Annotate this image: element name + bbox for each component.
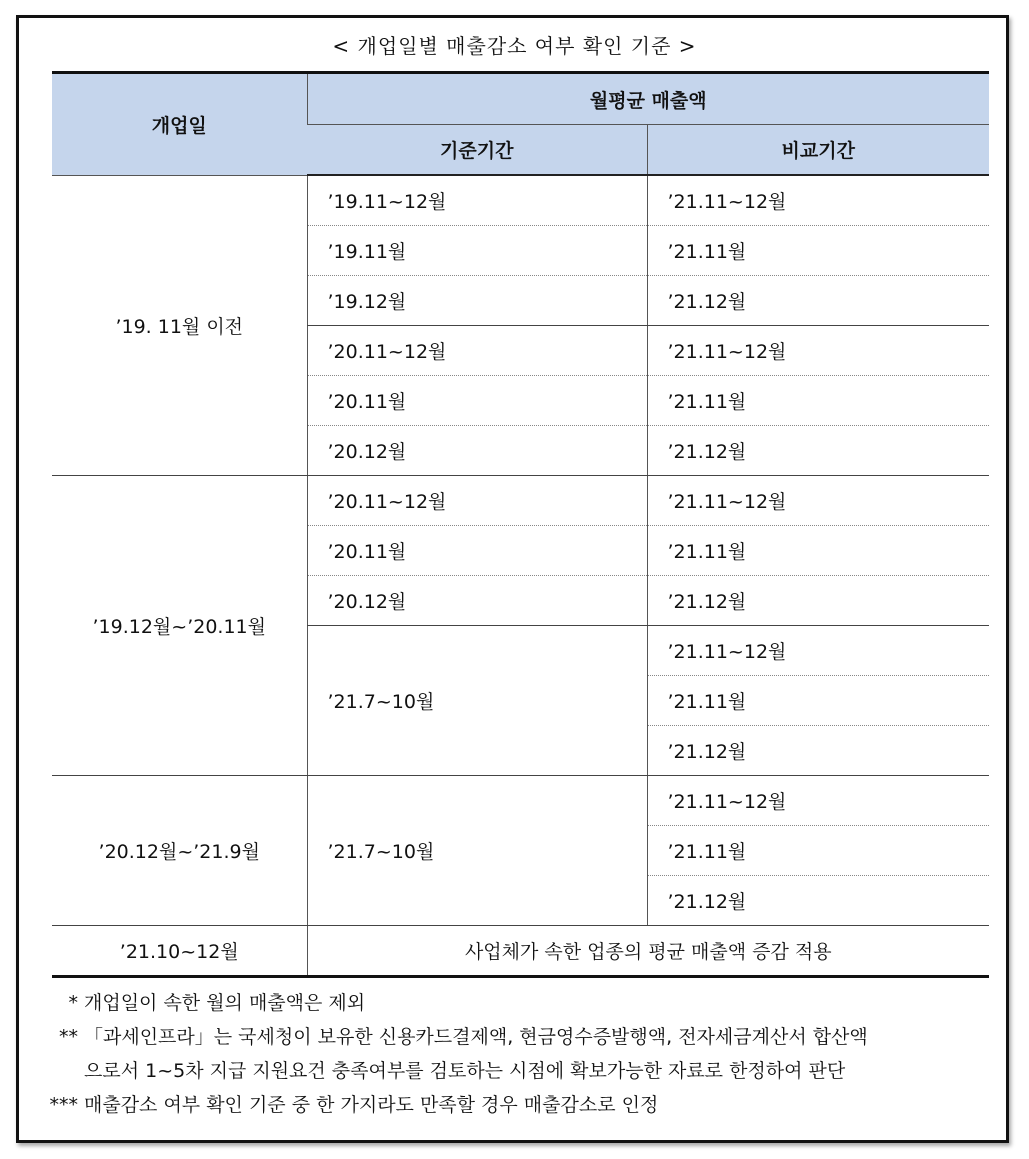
compare-period-cell: ’21.12월 — [647, 276, 989, 326]
header-open-date: 개업일 — [52, 73, 307, 176]
header-base-period: 기준기간 — [307, 125, 647, 176]
compare-period-cell: ’21.11~12월 — [647, 326, 989, 376]
footnote-text: 으로서 1~5차 지급 지원요건 충족여부를 검토하는 시점에 확보가능한 자료로 한정하여 판단 — [84, 1060, 846, 1082]
compare-period-cell: ’21.11월 — [647, 226, 989, 276]
footnote — [38, 1088, 868, 1122]
compare-period-cell: ’21.11월 — [647, 676, 989, 726]
footnote-text: 매출감소 여부 확인 기준 중 한 가지라도 만족할 경우 매출감소로 인정 — [84, 1094, 659, 1116]
base-period-cell: ’19.11월 — [307, 226, 647, 276]
base-period-cell: ’20.12월 — [307, 426, 647, 476]
footnote — [38, 986, 868, 1020]
base-period-cell: ’20.11~12월 — [307, 476, 647, 526]
base-period-cell: ’20.11월 — [307, 376, 647, 426]
criteria-table — [52, 71, 989, 978]
compare-period-cell: ’21.12월 — [647, 726, 989, 776]
base-period-cell: ’20.11월 — [307, 526, 647, 576]
footnote-continuation — [38, 1054, 868, 1088]
compare-period-cell: ’21.11월 — [647, 526, 989, 576]
page-title: < 개업일별 매출감소 여부 확인 기준 > — [332, 34, 697, 58]
compare-period-cell: ’21.12월 — [647, 426, 989, 476]
compare-period-cell: ’21.12월 — [647, 576, 989, 626]
header-compare-period: 비교기간 — [647, 125, 989, 176]
compare-period-cell: ’21.11~12월 — [647, 776, 989, 826]
header-monthly-average-sales: 월평균 매출액 — [307, 73, 989, 125]
compare-period-cell: ’21.12월 — [647, 876, 989, 926]
footnote-mark: ** — [59, 1026, 78, 1048]
footnote-mark: * — [68, 992, 78, 1014]
footnote-text: 개업일이 속한 월의 매출액은 제외 — [84, 992, 366, 1014]
base-period-cell: ’21.7~10월 — [307, 626, 647, 776]
compare-period-cell: ’21.11~12월 — [647, 175, 989, 226]
open-date-cell: ’19. 11월 이전 — [52, 175, 307, 476]
open-date-cell: ’20.12월~’21.9월 — [52, 776, 307, 926]
base-period-cell: ’19.11~12월 — [307, 175, 647, 226]
base-period-cell: ’21.7~10월 — [307, 776, 647, 926]
base-period-cell: ’20.12월 — [307, 576, 647, 626]
compare-period-cell: ’21.11월 — [647, 826, 989, 876]
compare-period-cell: ’21.11~12월 — [647, 626, 989, 676]
open-date-cell: ’19.12월~’20.11월 — [52, 476, 307, 776]
base-period-cell: ’19.12월 — [307, 276, 647, 326]
footnotes — [38, 986, 868, 1122]
merged-rule-cell: 사업체가 속한 업종의 평균 매출액 증감 적용 — [307, 926, 989, 977]
compare-period-cell: ’21.11~12월 — [647, 476, 989, 526]
open-date-cell: ’21.10~12월 — [52, 926, 307, 977]
footnote-text: 「과세인프라」는 국세청이 보유한 신용카드결제액, 현금영수증발행액, 전자세금계산서 합산액 — [84, 1026, 868, 1048]
compare-period-cell: ’21.11월 — [647, 376, 989, 426]
base-period-cell: ’20.11~12월 — [307, 326, 647, 376]
footnote — [38, 1020, 868, 1054]
footnote-mark: *** — [49, 1094, 78, 1116]
